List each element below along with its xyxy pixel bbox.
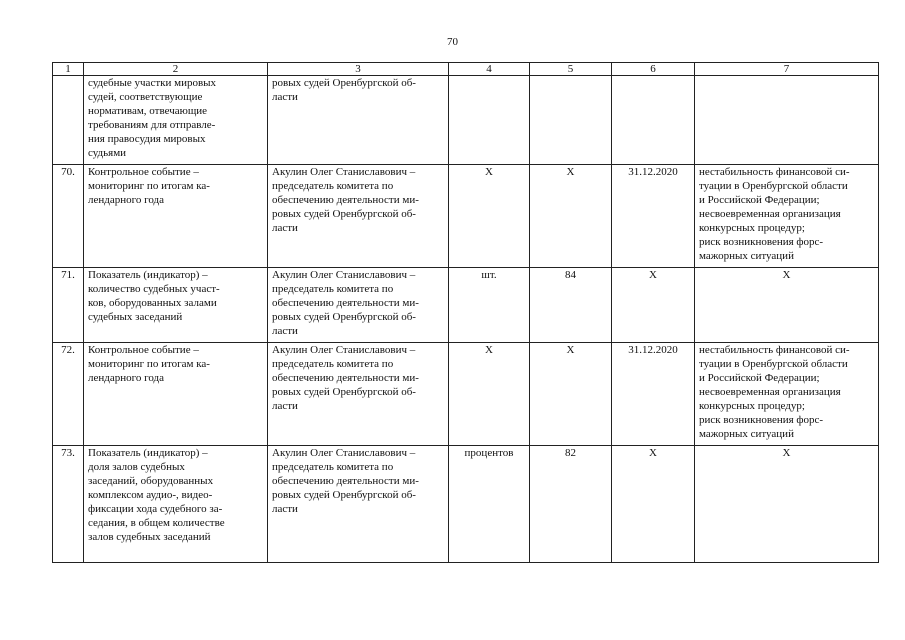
- row-responsible-line: обеспечению деятельности ми-: [272, 475, 419, 487]
- row-risk-line: и Российской Федерации;: [699, 372, 820, 384]
- row-name-line: лендарного года: [88, 194, 165, 206]
- row-name-line: Контрольное событие –: [88, 344, 199, 356]
- plan-table: [52, 62, 879, 563]
- row-date: 31.12.2020: [612, 165, 695, 268]
- table-row: [53, 268, 879, 343]
- row-name-line: лендарного года: [88, 372, 165, 384]
- row-unit: процентов: [449, 446, 530, 563]
- row-name-line: фиксации хода судебного за-: [88, 503, 223, 515]
- row-value: 82: [530, 446, 612, 563]
- row-risk-line: туации в Оренбургской области: [699, 358, 848, 370]
- row-responsible-line: обеспечению деятельности ми-: [272, 194, 419, 206]
- row-date: Х: [612, 446, 695, 563]
- row-name-line: доля залов судебных: [88, 461, 185, 473]
- header-row: [53, 63, 879, 76]
- row-risk-line: нестабильность финансовой си-: [699, 166, 850, 178]
- row-responsible-line: ласти: [272, 91, 298, 103]
- row-responsible-line: ласти: [272, 222, 298, 234]
- table-row: [53, 343, 879, 446]
- row-name-line: залов судебных заседаний: [88, 531, 211, 543]
- row-unit: шт.: [449, 268, 530, 343]
- row-name-line: мониторинг по итогам ка-: [88, 180, 210, 192]
- row-value: Х: [530, 165, 612, 268]
- row-name-line: ков, оборудованных залами: [88, 297, 217, 309]
- row-name-line: судей, соответствующие: [88, 91, 203, 103]
- row-date: [612, 76, 695, 165]
- row-risk-line: Х: [782, 269, 791, 281]
- row-responsible-line: обеспечению деятельности ми-: [272, 372, 419, 384]
- table-row: [53, 165, 879, 268]
- column-header: 7: [695, 63, 879, 76]
- row-name-line: судебные участки мировых: [88, 77, 217, 89]
- row-risk-line: мажорных ситуаций: [699, 250, 794, 262]
- row-responsible-cell: [268, 268, 449, 343]
- row-risk-cell: [695, 343, 879, 446]
- row-name-line: мониторинг по итогам ка-: [88, 358, 210, 370]
- row-responsible-line: ласти: [272, 503, 298, 515]
- row-name-line: требованиям для отправле-: [88, 119, 216, 131]
- row-name-line: Контрольное событие –: [88, 166, 199, 178]
- row-responsible-cell: [268, 165, 449, 268]
- row-risk-line: конкурсных процедур;: [699, 222, 805, 234]
- row-responsible-line: председатель комитета по: [272, 180, 394, 192]
- row-risk-line: туации в Оренбургской области: [699, 180, 848, 192]
- row-unit: Х: [449, 343, 530, 446]
- row-risk-cell: [695, 165, 879, 268]
- row-risk-line: риск возникновения форс-: [699, 236, 824, 248]
- column-header: 6: [612, 63, 695, 76]
- row-responsible-line: обеспечению деятельности ми-: [272, 297, 419, 309]
- row-name-cell: [84, 76, 268, 165]
- row-date: Х: [612, 268, 695, 343]
- row-number: 71.: [53, 268, 84, 343]
- row-responsible-line: Акулин Олег Станиславович –: [272, 166, 416, 178]
- row-responsible-line: ласти: [272, 325, 298, 337]
- row-risk-line: и Российской Федерации;: [699, 194, 820, 206]
- column-header: 2: [84, 63, 268, 76]
- row-unit: [449, 76, 530, 165]
- row-responsible-line: председатель комитета по: [272, 358, 394, 370]
- row-risk-cell: [695, 76, 879, 165]
- row-name-cell: [84, 268, 268, 343]
- column-header: 5: [530, 63, 612, 76]
- row-risk-line: Х: [782, 447, 791, 459]
- row-risk-cell: [695, 268, 879, 343]
- row-name-line: Показатель (индикатор) –: [88, 269, 208, 281]
- row-number: [53, 76, 84, 165]
- row-risk-line: мажорных ситуаций: [699, 428, 794, 440]
- row-date: 31.12.2020: [612, 343, 695, 446]
- row-responsible-line: ласти: [272, 400, 298, 412]
- column-header: 1: [53, 63, 84, 76]
- row-risk-line: несвоевременная организация: [699, 386, 841, 398]
- table-row: [53, 76, 879, 165]
- row-name-cell: [84, 343, 268, 446]
- row-responsible-line: председатель комитета по: [272, 461, 394, 473]
- row-name-line: седания, в общем количестве: [88, 517, 225, 529]
- row-responsible-line: ровых судей Оренбургской об-: [272, 77, 416, 89]
- row-value: Х: [530, 343, 612, 446]
- row-name-line: количество судебных участ-: [88, 283, 220, 295]
- row-responsible-cell: [268, 446, 449, 563]
- row-responsible-line: ровых судей Оренбургской об-: [272, 489, 416, 501]
- row-number: 73.: [53, 446, 84, 563]
- row-number: 72.: [53, 343, 84, 446]
- row-responsible-line: Акулин Олег Станиславович –: [272, 344, 416, 356]
- row-responsible-line: председатель комитета по: [272, 283, 394, 295]
- row-unit: Х: [449, 165, 530, 268]
- row-name-line: нормативам, отвечающие: [88, 105, 208, 117]
- row-number: 70.: [53, 165, 84, 268]
- row-name-line: судьями: [88, 147, 127, 159]
- row-name-cell: [84, 446, 268, 563]
- column-header: 4: [449, 63, 530, 76]
- row-risk-cell: [695, 446, 879, 563]
- row-value: [530, 76, 612, 165]
- row-name-cell: [84, 165, 268, 268]
- row-responsible-cell: [268, 343, 449, 446]
- column-header: 3: [268, 63, 449, 76]
- row-responsible-line: Акулин Олег Станиславович –: [272, 269, 416, 281]
- row-name-line: комплексом аудио-, видео-: [88, 489, 213, 501]
- row-responsible-line: ровых судей Оренбургской об-: [272, 208, 416, 220]
- row-risk-line: риск возникновения форс-: [699, 414, 824, 426]
- row-responsible-line: ровых судей Оренбургской об-: [272, 311, 416, 323]
- row-name-line: судебных заседаний: [88, 311, 183, 323]
- row-responsible-cell: [268, 76, 449, 165]
- row-name-line: заседаний, оборудованных: [88, 475, 214, 487]
- row-risk-line: конкурсных процедур;: [699, 400, 805, 412]
- row-responsible-line: Акулин Олег Станиславович –: [272, 447, 416, 459]
- page-number: 70: [447, 36, 458, 48]
- row-name-line: ния правосудия мировых: [88, 133, 206, 145]
- row-risk-line: несвоевременная организация: [699, 208, 841, 220]
- row-risk-line: нестабильность финансовой си-: [699, 344, 850, 356]
- row-name-line: Показатель (индикатор) –: [88, 447, 208, 459]
- row-responsible-line: ровых судей Оренбургской об-: [272, 386, 416, 398]
- table-row: [53, 446, 879, 563]
- row-value: 84: [530, 268, 612, 343]
